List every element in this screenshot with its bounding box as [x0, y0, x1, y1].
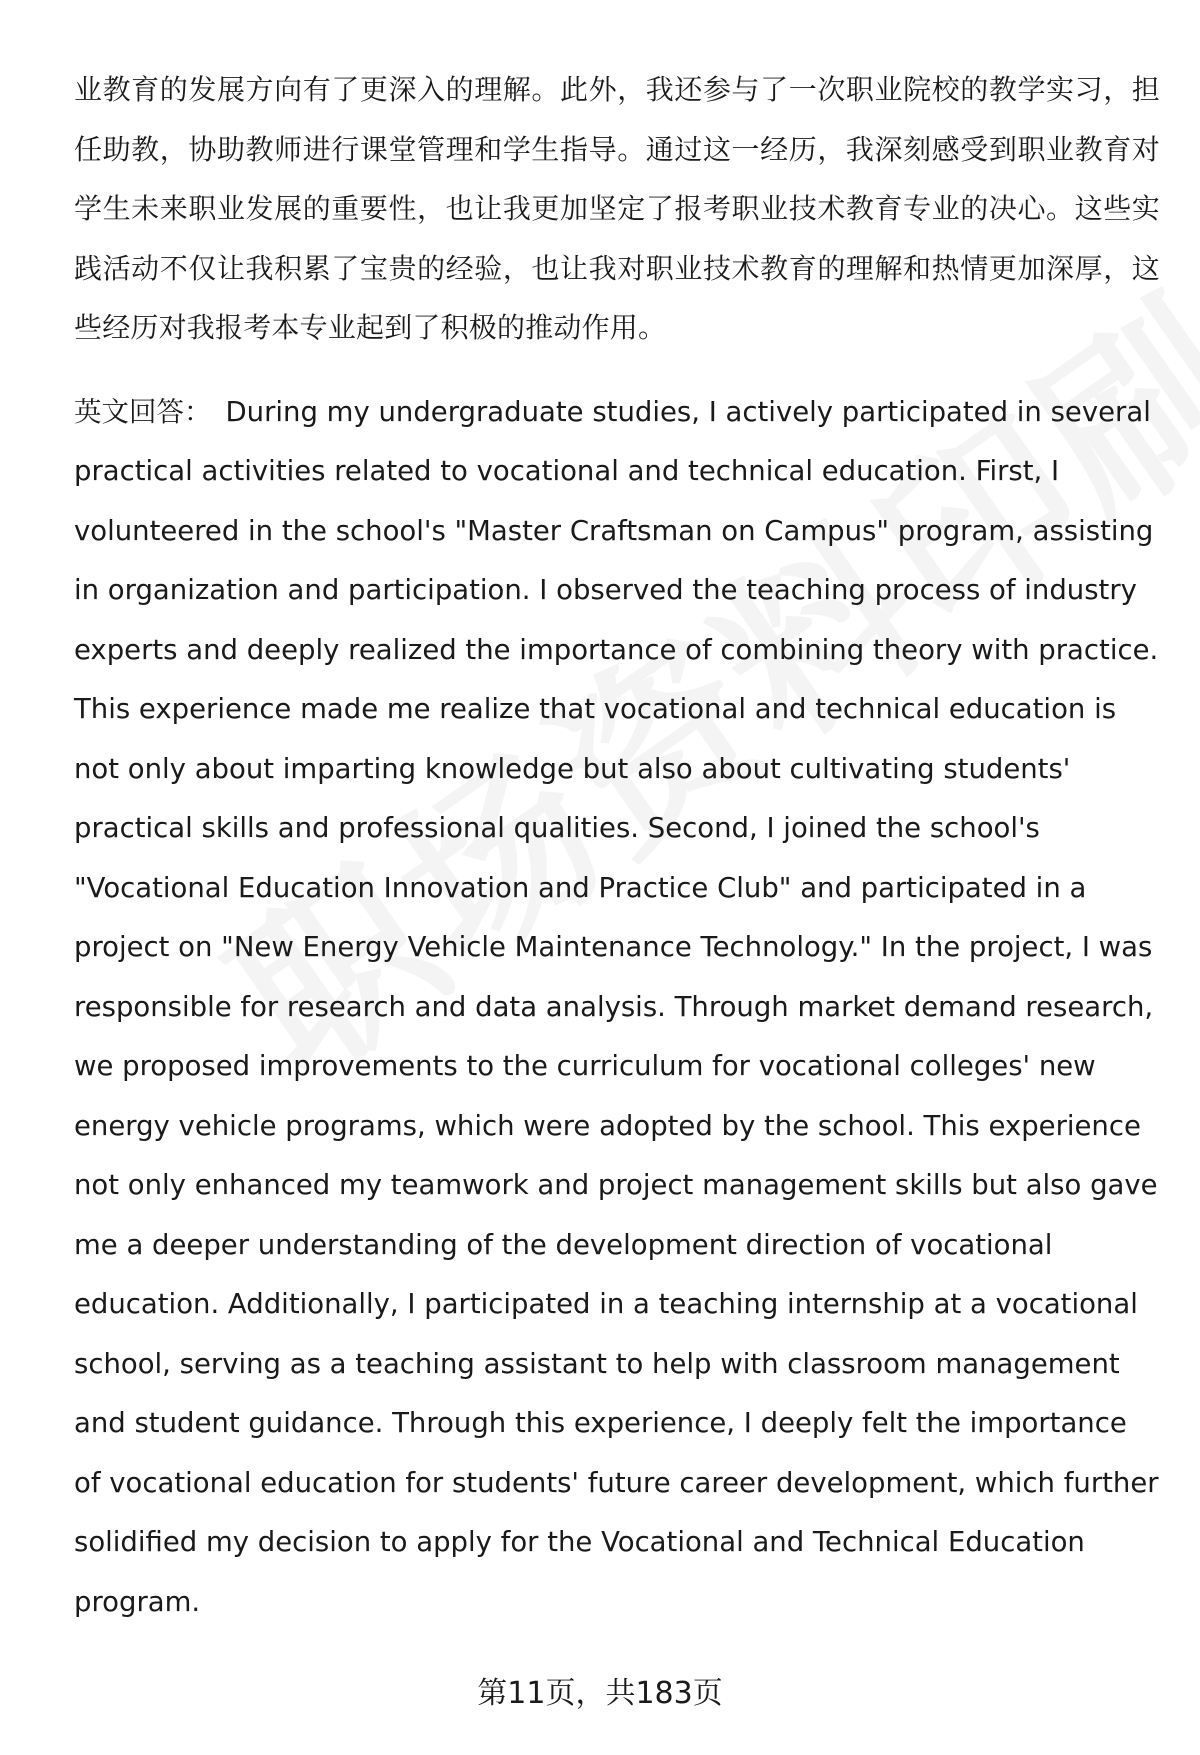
english-answer-label: 英文回答：: [74, 395, 212, 428]
english-answer-paragraph: [74, 383, 1160, 1633]
chinese-answer-paragraph: 业教育的发展方向有了更深入的理解。此外，我还参与了一次职业院校的教学实习，担任助教，协助教师进行课堂管理和学生指导。通过这一经历，我深刻感受到职业教育对学生未来职业发展的重要性，也让我更加坚定了报考职业技术教育专业的决心。这些实践活动不仅让我积累了宝贵的经验，也让我对职业技术教育的理解和热情更加深厚，这些经历对我报考本专业起到了积极的推动作用。: [74, 73, 1160, 344]
page-number: 第11页，共183页: [477, 1676, 723, 1711]
document-body: [74, 60, 1160, 1632]
english-answer-text: During my undergraduate studies, I actively participated in several practical activities related to vocational and technical education. First, I volunteered in the school's "Master Craftsman on Campus" program, assisting in organization and participation. I observed the teaching process of industry experts and deeply realized the importance of combining theory with practice. This experience made me realize that vocational and technical education is not only about imparting knowledge but also about cultivating students' practical skills and professional qualities. Second, I joined the school's "Vocational Education Innovation and Practice Club" and participated in a project on "New Energy Vehicle Maintenance Technology." In the project, I was responsible for research and data analysis. Through market demand research, we proposed improvements to the curriculum for vocational colleges' new energy vehicle programs, which were adopted by the school. This experience not only enhanced my teamwork and project management skills but also gave me a deeper understanding of the development direction of vocational education. Additionally, I participated in a teaching internship at a vocational school, serving as a teaching assistant to help with classroom management and student guidance. Through this experience, I deeply felt the importance of vocational education for students' future career development, which further solidified my decision to apply for the Vocational and Technical Education program.: [74, 395, 1159, 1618]
